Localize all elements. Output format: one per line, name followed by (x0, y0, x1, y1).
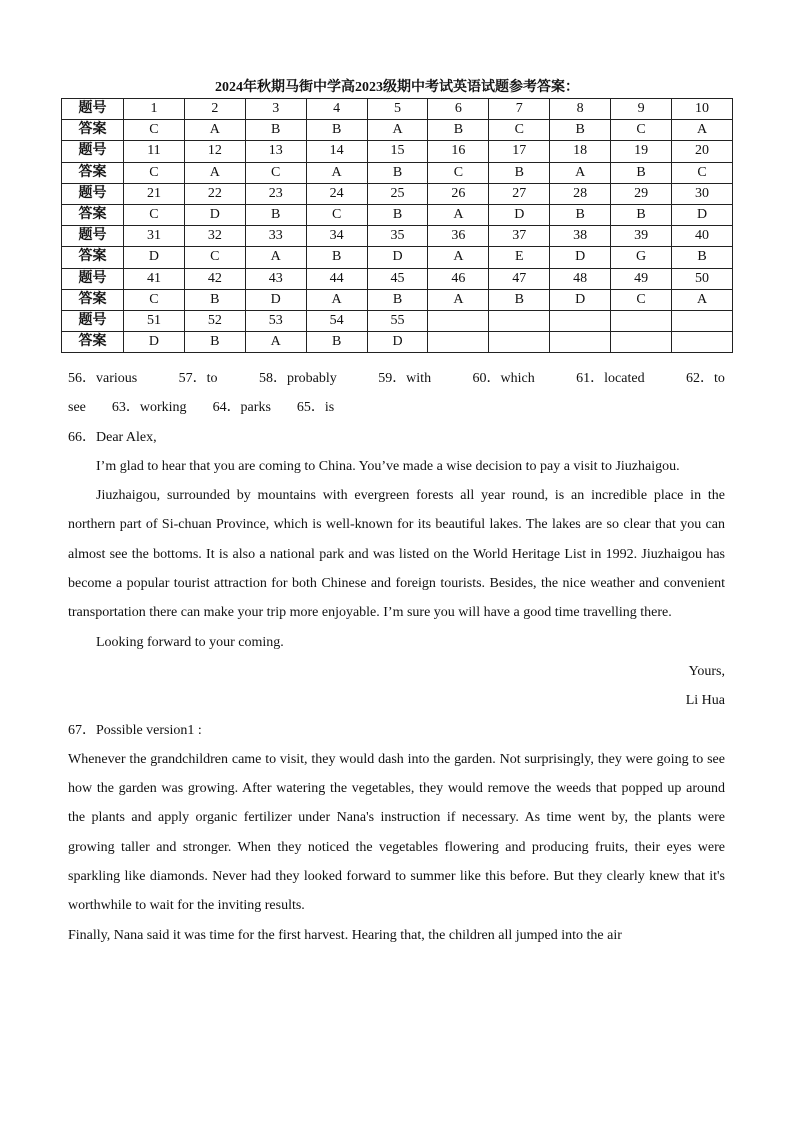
question-number-cell: 20 (672, 141, 733, 162)
answer-letter-cell: C (124, 204, 185, 225)
question-number-cell: 36 (428, 226, 489, 247)
answer-letter-cell: C (428, 162, 489, 183)
answer-letter-cell: C (611, 289, 672, 310)
answer-letter-cell: C (672, 162, 733, 183)
answer-row (62, 120, 733, 141)
question-row (62, 310, 733, 331)
fill-answer: 61．located (576, 371, 645, 386)
question-number-cell: 25 (367, 183, 428, 204)
answer-letter-cell: B (184, 332, 245, 353)
answer-letter-cell: B (367, 289, 428, 310)
answer-row-label: 答案 (62, 247, 124, 268)
question-number-cell: 24 (306, 183, 367, 204)
question-number-cell: 3 (245, 99, 306, 120)
letter-paragraph: Looking forward to your coming. (96, 634, 284, 650)
answer-letter-cell: B (245, 204, 306, 225)
question-number-cell: 18 (550, 141, 611, 162)
answer-letter-cell: C (124, 289, 185, 310)
answer-letter-cell: A (184, 162, 245, 183)
question-number-cell: 1 (124, 99, 185, 120)
question-row-label: 题号 (62, 141, 124, 162)
letter-closing: Yours, (688, 663, 725, 679)
answer-letter-cell: B (184, 289, 245, 310)
question-number-cell: 48 (550, 268, 611, 289)
answer-letter-cell: A (428, 289, 489, 310)
question-number-cell: 40 (672, 226, 733, 247)
question-number-cell: 2 (184, 99, 245, 120)
question-row (62, 226, 733, 247)
question-number-cell: 32 (184, 226, 245, 247)
question-number-cell: 44 (306, 268, 367, 289)
question-number-cell (428, 310, 489, 331)
question-number-cell: 7 (489, 99, 550, 120)
question-number-cell: 19 (611, 141, 672, 162)
question-number-cell: 4 (306, 99, 367, 120)
question-number-cell: 23 (245, 183, 306, 204)
answer-row-label: 答案 (62, 204, 124, 225)
answer-letter-cell: A (306, 289, 367, 310)
question-row-label: 题号 (62, 99, 124, 120)
question-number-cell: 12 (184, 141, 245, 162)
letter-signature: Li Hua (685, 693, 725, 709)
answer-letter-cell: A (672, 120, 733, 141)
question-number-cell: 54 (306, 310, 367, 331)
answer-table (61, 98, 733, 353)
answer-letter-cell: D (489, 204, 550, 225)
answer-letter-cell: C (124, 162, 185, 183)
question-row (62, 183, 733, 204)
answer-letter-cell: B (245, 120, 306, 141)
fill-answer: 56．various (68, 371, 138, 386)
question-number-cell: 35 (367, 226, 428, 247)
answer-row-label: 答案 (62, 332, 124, 353)
fill-answer: 60．which (472, 371, 535, 386)
answer-letter-cell: B (489, 289, 550, 310)
question-number-cell: 13 (245, 141, 306, 162)
question-number-cell: 52 (184, 310, 245, 331)
answer-letter-cell: A (306, 162, 367, 183)
question-number-cell: 17 (489, 141, 550, 162)
question-number-cell: 6 (428, 99, 489, 120)
answer-letter-cell: B (489, 162, 550, 183)
answer-row (62, 289, 733, 310)
question-number-cell: 27 (489, 183, 550, 204)
question-number-cell: 22 (184, 183, 245, 204)
answer-letter-cell: A (550, 162, 611, 183)
answer-row (62, 247, 733, 268)
question-number-cell: 26 (428, 183, 489, 204)
fill-answer: 63．working (111, 400, 187, 416)
fill-answer: 62．to (686, 371, 725, 386)
answer-letter-cell: A (245, 332, 306, 353)
answer-letter-cell (611, 332, 672, 353)
answer-letter-cell: D (184, 204, 245, 225)
continuation-heading: 67．Possible version1 : (68, 722, 202, 738)
question-number-cell: 43 (245, 268, 306, 289)
answer-letter-cell: D (124, 247, 185, 268)
question-number-cell (489, 310, 550, 331)
question-number-cell: 51 (124, 310, 185, 331)
answer-letter-cell: B (306, 247, 367, 268)
answer-letter-cell: C (245, 162, 306, 183)
letter-paragraph: I’m glad to hear that you are coming to China. You’ve made a wise decision to pay a visit to Jiuzhaigou. (96, 458, 680, 474)
answer-letter-cell: D (245, 289, 306, 310)
answer-letter-cell: D (124, 332, 185, 353)
answer-letter-cell: D (672, 204, 733, 225)
answer-letter-cell: B (306, 120, 367, 141)
letter-heading: 66．Dear Alex, (68, 429, 157, 445)
fill-answer: 58．probably (258, 371, 337, 386)
answer-row-label: 答案 (62, 120, 124, 141)
answer-letter-cell: A (184, 120, 245, 141)
question-number-cell: 45 (367, 268, 428, 289)
question-number-cell: 10 (672, 99, 733, 120)
question-row (62, 141, 733, 162)
question-row-label: 题号 (62, 268, 124, 289)
answer-letter-cell: C (306, 204, 367, 225)
question-number-cell: 28 (550, 183, 611, 204)
question-number-cell: 31 (124, 226, 185, 247)
answer-row (62, 162, 733, 183)
answer-letter-cell: C (489, 120, 550, 141)
question-number-cell: 33 (245, 226, 306, 247)
answer-letter-cell: D (550, 247, 611, 268)
question-number-cell (672, 310, 733, 331)
question-number-cell (550, 310, 611, 331)
question-row-label: 题号 (62, 226, 124, 247)
fill-answers-line-1 (68, 364, 725, 393)
fill-answer: see (68, 400, 86, 416)
question-number-cell: 14 (306, 141, 367, 162)
answer-letter-cell: D (550, 289, 611, 310)
question-number-cell: 21 (124, 183, 185, 204)
answer-letter-cell: B (611, 162, 672, 183)
question-number-cell: 16 (428, 141, 489, 162)
answer-letter-cell: A (428, 247, 489, 268)
answer-letter-cell: C (124, 120, 185, 141)
answer-letter-cell: B (428, 120, 489, 141)
question-number-cell: 30 (672, 183, 733, 204)
continuation-paragraph: Whenever the grandchildren came to visit, they would dash into the garden. Not surprisingly, they were going to see how the garden was growing. After watering the vegetables, they would remove the weeds that popped up around the plants and apply organic fertilizer under Nana's instruction if necessary. As time went by, the plants were growing taller and stronger. When they noticed the vegetables flowering and producing fruits, their eyes were sparkling like diamonds. Never had they looked forward to summer like this before. But they clearly knew that it's worthwhile to wait for the inviting results. (68, 751, 725, 914)
answer-letter-cell (672, 332, 733, 353)
answer-letter-cell: B (306, 332, 367, 353)
fill-answer: 57．to (178, 371, 218, 386)
question-number-cell: 5 (367, 99, 428, 120)
question-row-label: 题号 (62, 183, 124, 204)
answer-letter-cell (550, 332, 611, 353)
question-number-cell: 47 (489, 268, 550, 289)
question-number-cell: 53 (245, 310, 306, 331)
answer-letter-cell (489, 332, 550, 353)
question-row-label: 题号 (62, 310, 124, 331)
question-number-cell: 46 (428, 268, 489, 289)
page-title: 2024年秋期马街中学高2023级期中考试英语试题参考答案： (215, 80, 579, 95)
question-number-cell: 49 (611, 268, 672, 289)
question-number-cell: 8 (550, 99, 611, 120)
question-row (62, 99, 733, 120)
question-number-cell: 39 (611, 226, 672, 247)
answer-row-label: 答案 (62, 162, 124, 183)
letter-paragraph: Jiuzhaigou, surrounded by mountains with evergreen forests all year round, is an incredible place in the northern part of Si-chuan Province, which is well-known for its beautiful lakes. The lakes are so clear that you can almost see the bottoms. It is also a national park and was listed on the World Heritage List in 1992. Jiuzhaigou has become a popular tourist attraction for both Chinese and foreign tourists. Besides, the nice weather and convenient transportation there can make your trip more enjoyable. I’m sure you will have a good time travelling there. (68, 488, 725, 621)
answer-letter-cell: C (611, 120, 672, 141)
fill-answer: 64．parks (212, 400, 271, 416)
fill-answers-line-2 (68, 393, 725, 422)
answer-letter-cell: D (367, 247, 428, 268)
question-row (62, 268, 733, 289)
question-number-cell: 42 (184, 268, 245, 289)
answer-letter-cell (428, 332, 489, 353)
answer-letter-cell: A (245, 247, 306, 268)
question-number-cell: 55 (367, 310, 428, 331)
answer-letter-cell: D (367, 332, 428, 353)
answer-letter-cell: A (428, 204, 489, 225)
answer-row-label: 答案 (62, 289, 124, 310)
answer-letter-cell: A (367, 120, 428, 141)
fill-answer: 59．with (378, 371, 432, 386)
answer-letter-cell: B (367, 204, 428, 225)
answer-letter-cell: B (611, 204, 672, 225)
answer-letter-cell: B (672, 247, 733, 268)
answer-row (62, 332, 733, 353)
question-number-cell: 29 (611, 183, 672, 204)
answer-letter-cell: B (550, 120, 611, 141)
content-body (68, 364, 725, 950)
answer-letter-cell: E (489, 247, 550, 268)
continuation-paragraph: Finally, Nana said it was time for the first harvest. Hearing that, the children all jumped into the air (68, 927, 622, 943)
question-number-cell (611, 310, 672, 331)
answer-letter-cell: B (550, 204, 611, 225)
question-number-cell: 34 (306, 226, 367, 247)
question-number-cell: 11 (124, 141, 185, 162)
question-number-cell: 15 (367, 141, 428, 162)
question-number-cell: 50 (672, 268, 733, 289)
answer-row (62, 204, 733, 225)
question-number-cell: 37 (489, 226, 550, 247)
answer-letter-cell: G (611, 247, 672, 268)
answer-letter-cell: B (367, 162, 428, 183)
answer-letter-cell: C (184, 247, 245, 268)
answer-letter-cell: A (672, 289, 733, 310)
question-number-cell: 38 (550, 226, 611, 247)
question-number-cell: 41 (124, 268, 185, 289)
fill-answer: 65．is (296, 400, 335, 416)
question-number-cell: 9 (611, 99, 672, 120)
